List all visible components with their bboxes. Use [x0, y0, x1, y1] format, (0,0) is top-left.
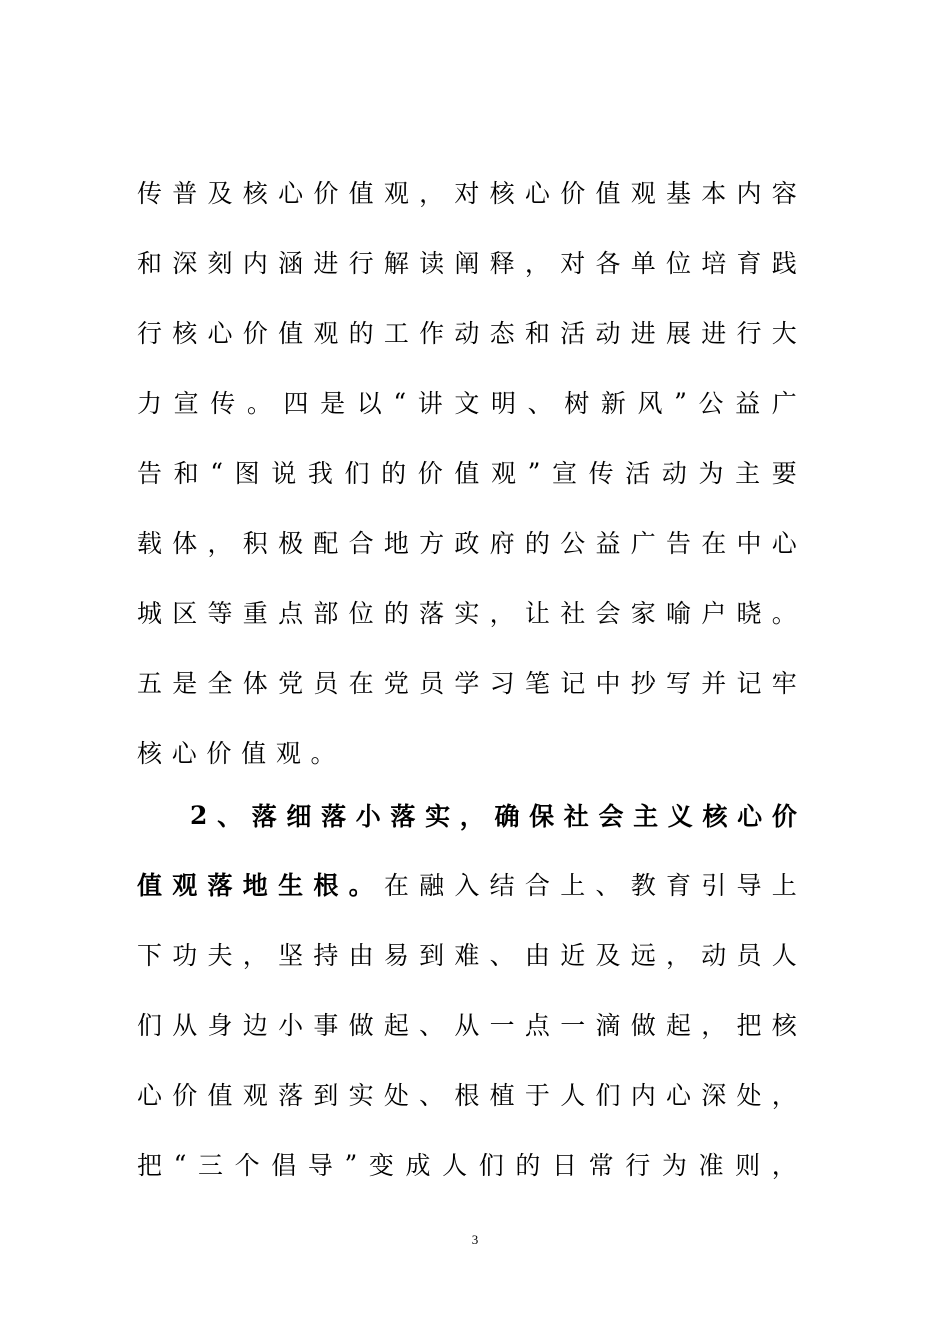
- text-line: 把 “ 三 个 倡 导 ” 变 成 人 们 的 日 常 行 为 准 则 ，: [137, 1149, 797, 1180]
- text-line: 们 从 身 边 小 事 做 起 、 从 一 点 一 滴 做 起 ， 把 核: [137, 1011, 797, 1040]
- text-line: 核 心 价 值 观 。: [137, 739, 336, 768]
- text-line: 行 核 心 价 值 观 的 工 作 动 态 和 活 动 进 展 进 行 大: [137, 319, 797, 348]
- text-line: 传 普 及 核 心 价 值 观 ， 对 核 心 价 值 观 基 本 内 容: [137, 179, 797, 208]
- page-number: 3: [471, 1232, 479, 1247]
- text-line: 心 价 值 观 落 到 实 处 、 根 植 于 人 们 内 心 深 处 ，: [137, 1081, 797, 1110]
- text-line: 告 和 “ 图 说 我 们 的 价 值 观 ” 宣 传 活 动 为 主 要: [137, 457, 797, 488]
- text-line: 值 观 落 地 生 根 。 在 融 入 结 合 上 、 教 育 引 导 上: [137, 871, 797, 900]
- text-line: 和 深 刻 内 涵 进 行 解 读 阐 释 ， 对 各 单 位 培 育 践: [137, 249, 797, 278]
- text-line: 五 是 全 体 党 员 在 党 员 学 习 笔 记 中 抄 写 并 记 牢: [137, 669, 797, 698]
- text-line: 下 功 夫 ， 坚 持 由 易 到 难 、 由 近 及 远 ， 动 员 人: [137, 941, 797, 970]
- text-line: 城 区 等 重 点 部 位 的 落 实 ， 让 社 会 家 喻 户 晓 。: [137, 599, 797, 628]
- text-line: 2 、 落 细 落 小 落 实 ， 确 保 社 会 主 义 核 心 价: [190, 800, 797, 831]
- text-line: 力 宣 传 。 四 是 以 “ 讲 文 明 、 树 新 风 ” 公 益 广: [137, 387, 797, 418]
- text-line: 载 体 ， 积 极 配 合 地 方 政 府 的 公 益 广 告 在 中 心: [137, 529, 797, 558]
